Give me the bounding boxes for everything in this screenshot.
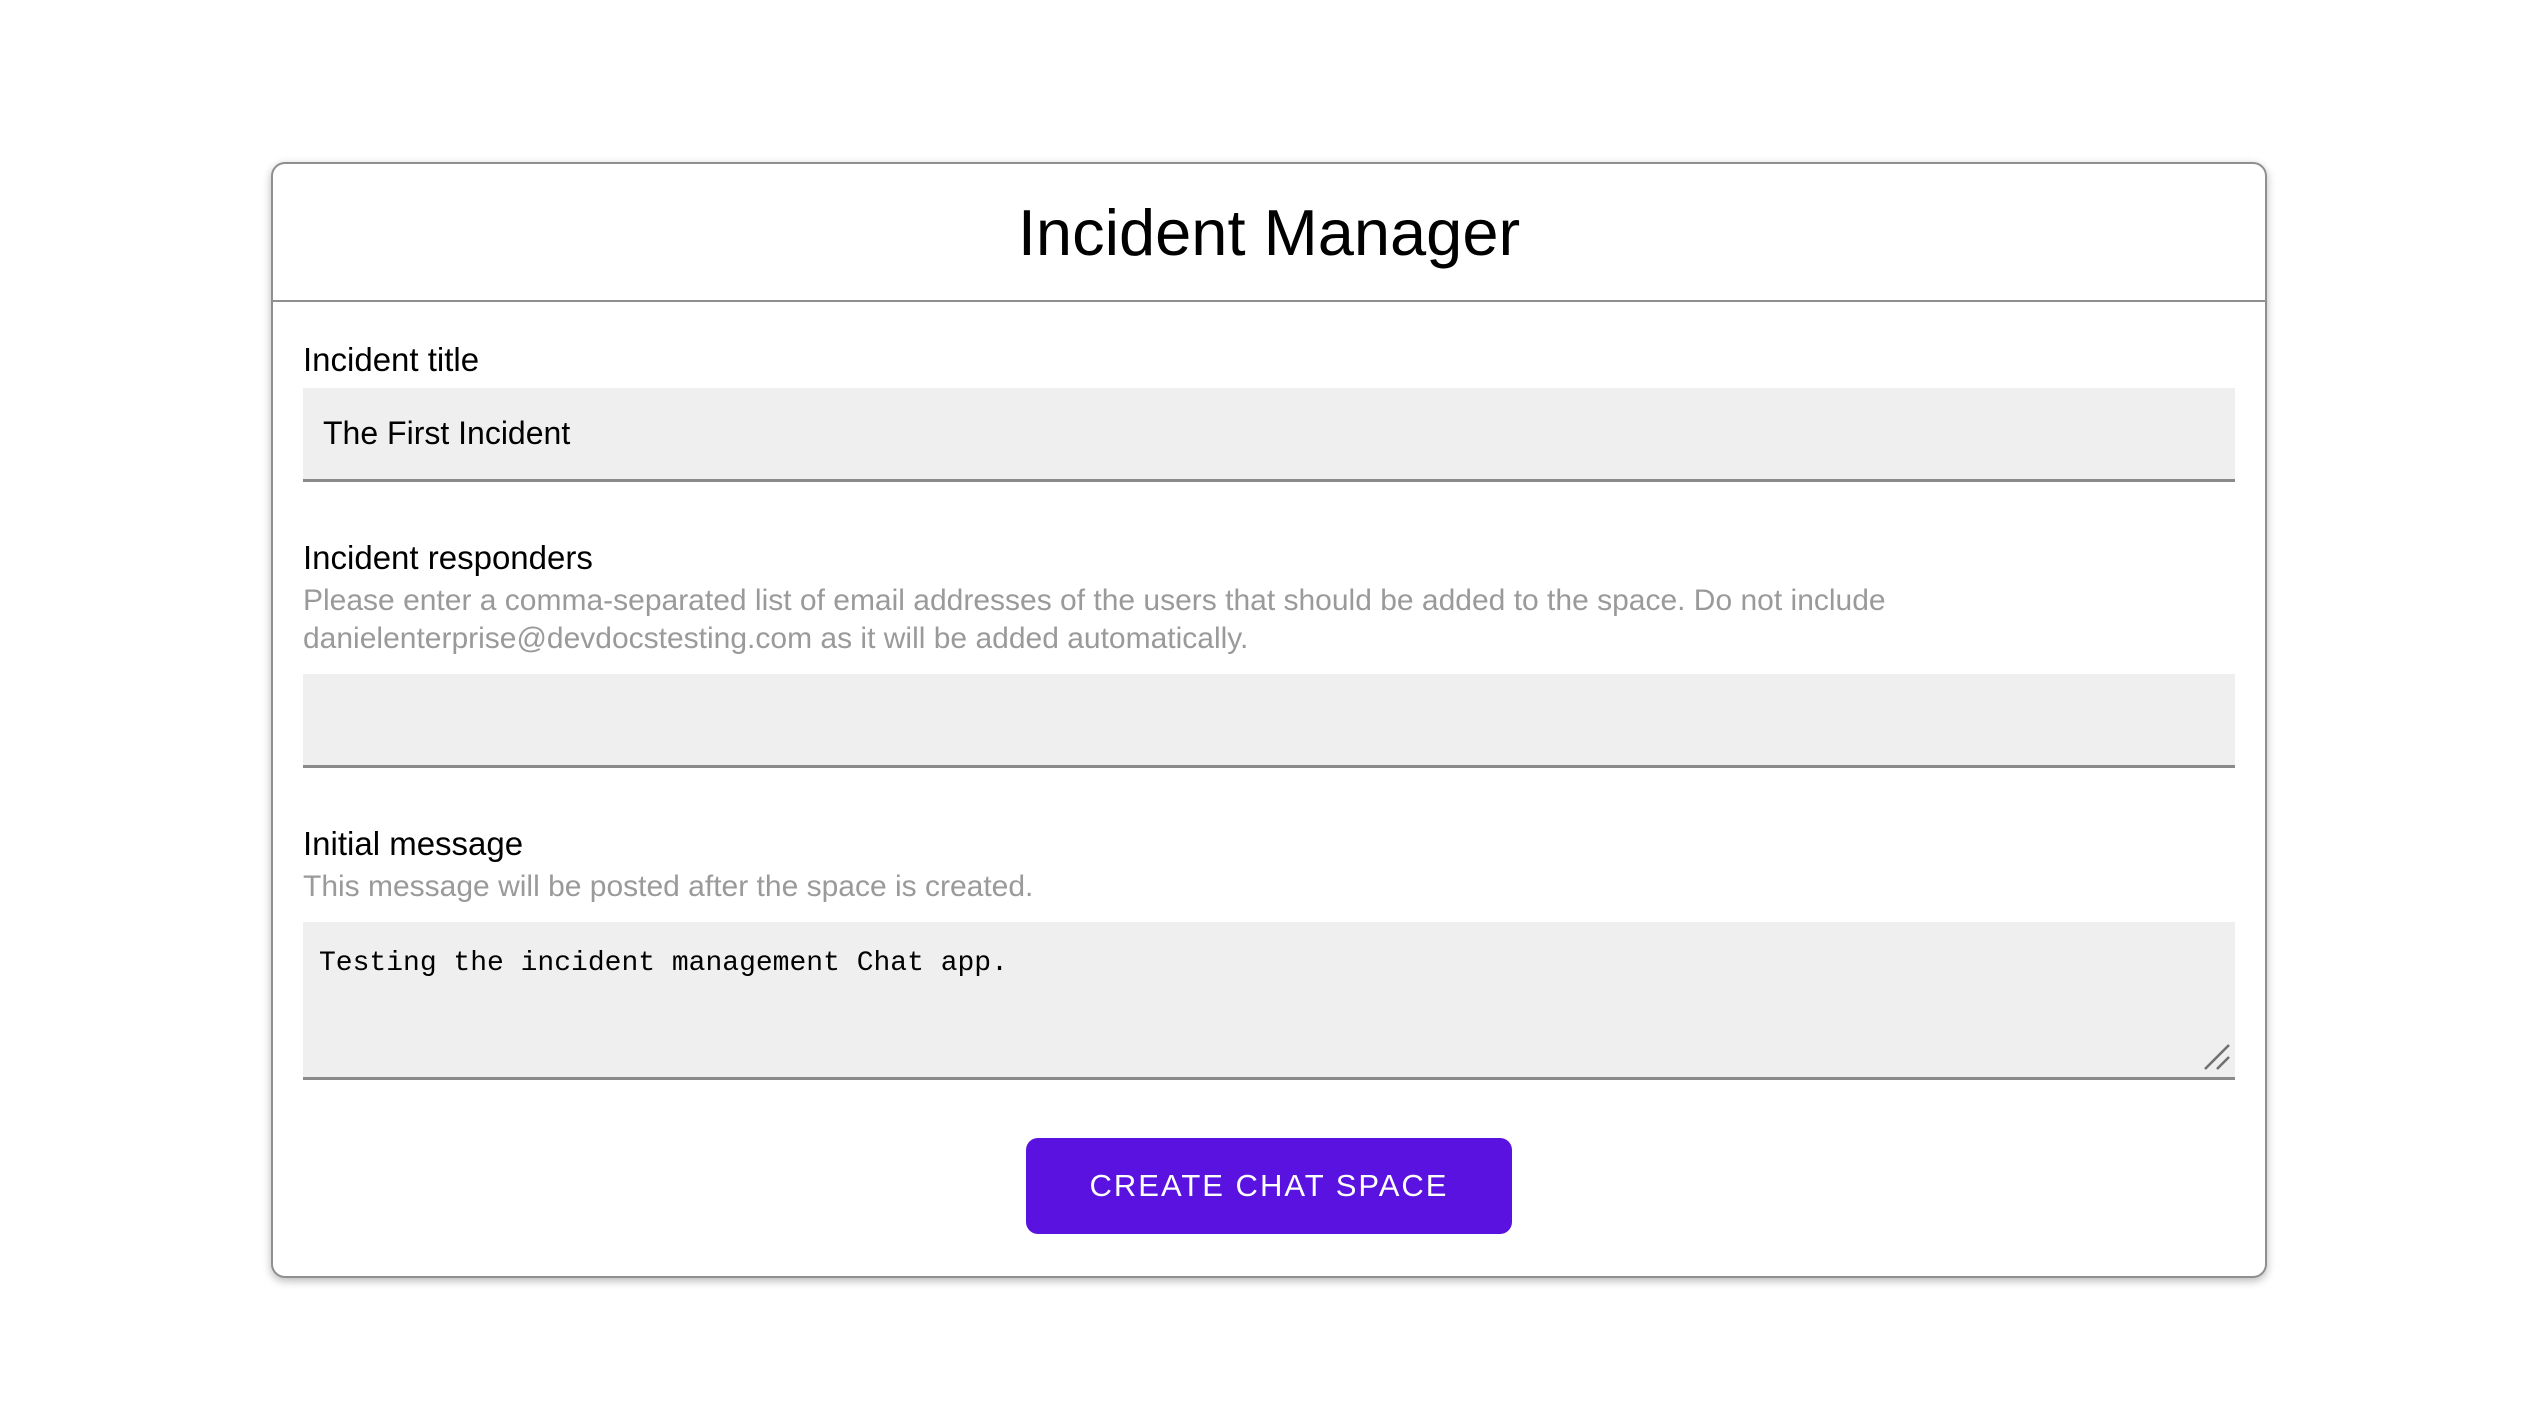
field-incident-responders: [303, 538, 2235, 768]
incident-manager-card: [271, 162, 2267, 1278]
field-initial-message: [303, 824, 2235, 1080]
field-incident-title: [303, 340, 2235, 482]
textarea-resize-handle-icon[interactable]: [2198, 1038, 2232, 1072]
initial-message-textarea[interactable]: [303, 922, 2235, 1080]
incident-responders-helper-text: Please enter a comma-separated list of email addresses of the users that should be added to the space. Do not include danielenterprise@devdocstesting.com as it will be added automatically.: [303, 584, 1886, 655]
incident-title-input[interactable]: [303, 388, 2235, 482]
create-chat-space-button[interactable]: CREATE CHAT SPACE: [1026, 1138, 1512, 1234]
incident-responders-input[interactable]: [303, 674, 2235, 768]
incident-responders-label: Incident responders: [303, 539, 593, 576]
initial-message-helper-text: This message will be posted after the space is created.: [303, 870, 1034, 903]
initial-message-label: Initial message: [303, 825, 524, 862]
incident-title-label: Incident title: [303, 341, 480, 378]
card-header: [273, 164, 2265, 302]
page-title: Incident Manager: [1017, 195, 1521, 269]
initial-message-textarea-wrap: [303, 922, 2235, 1080]
incident-form: [273, 302, 2265, 1234]
